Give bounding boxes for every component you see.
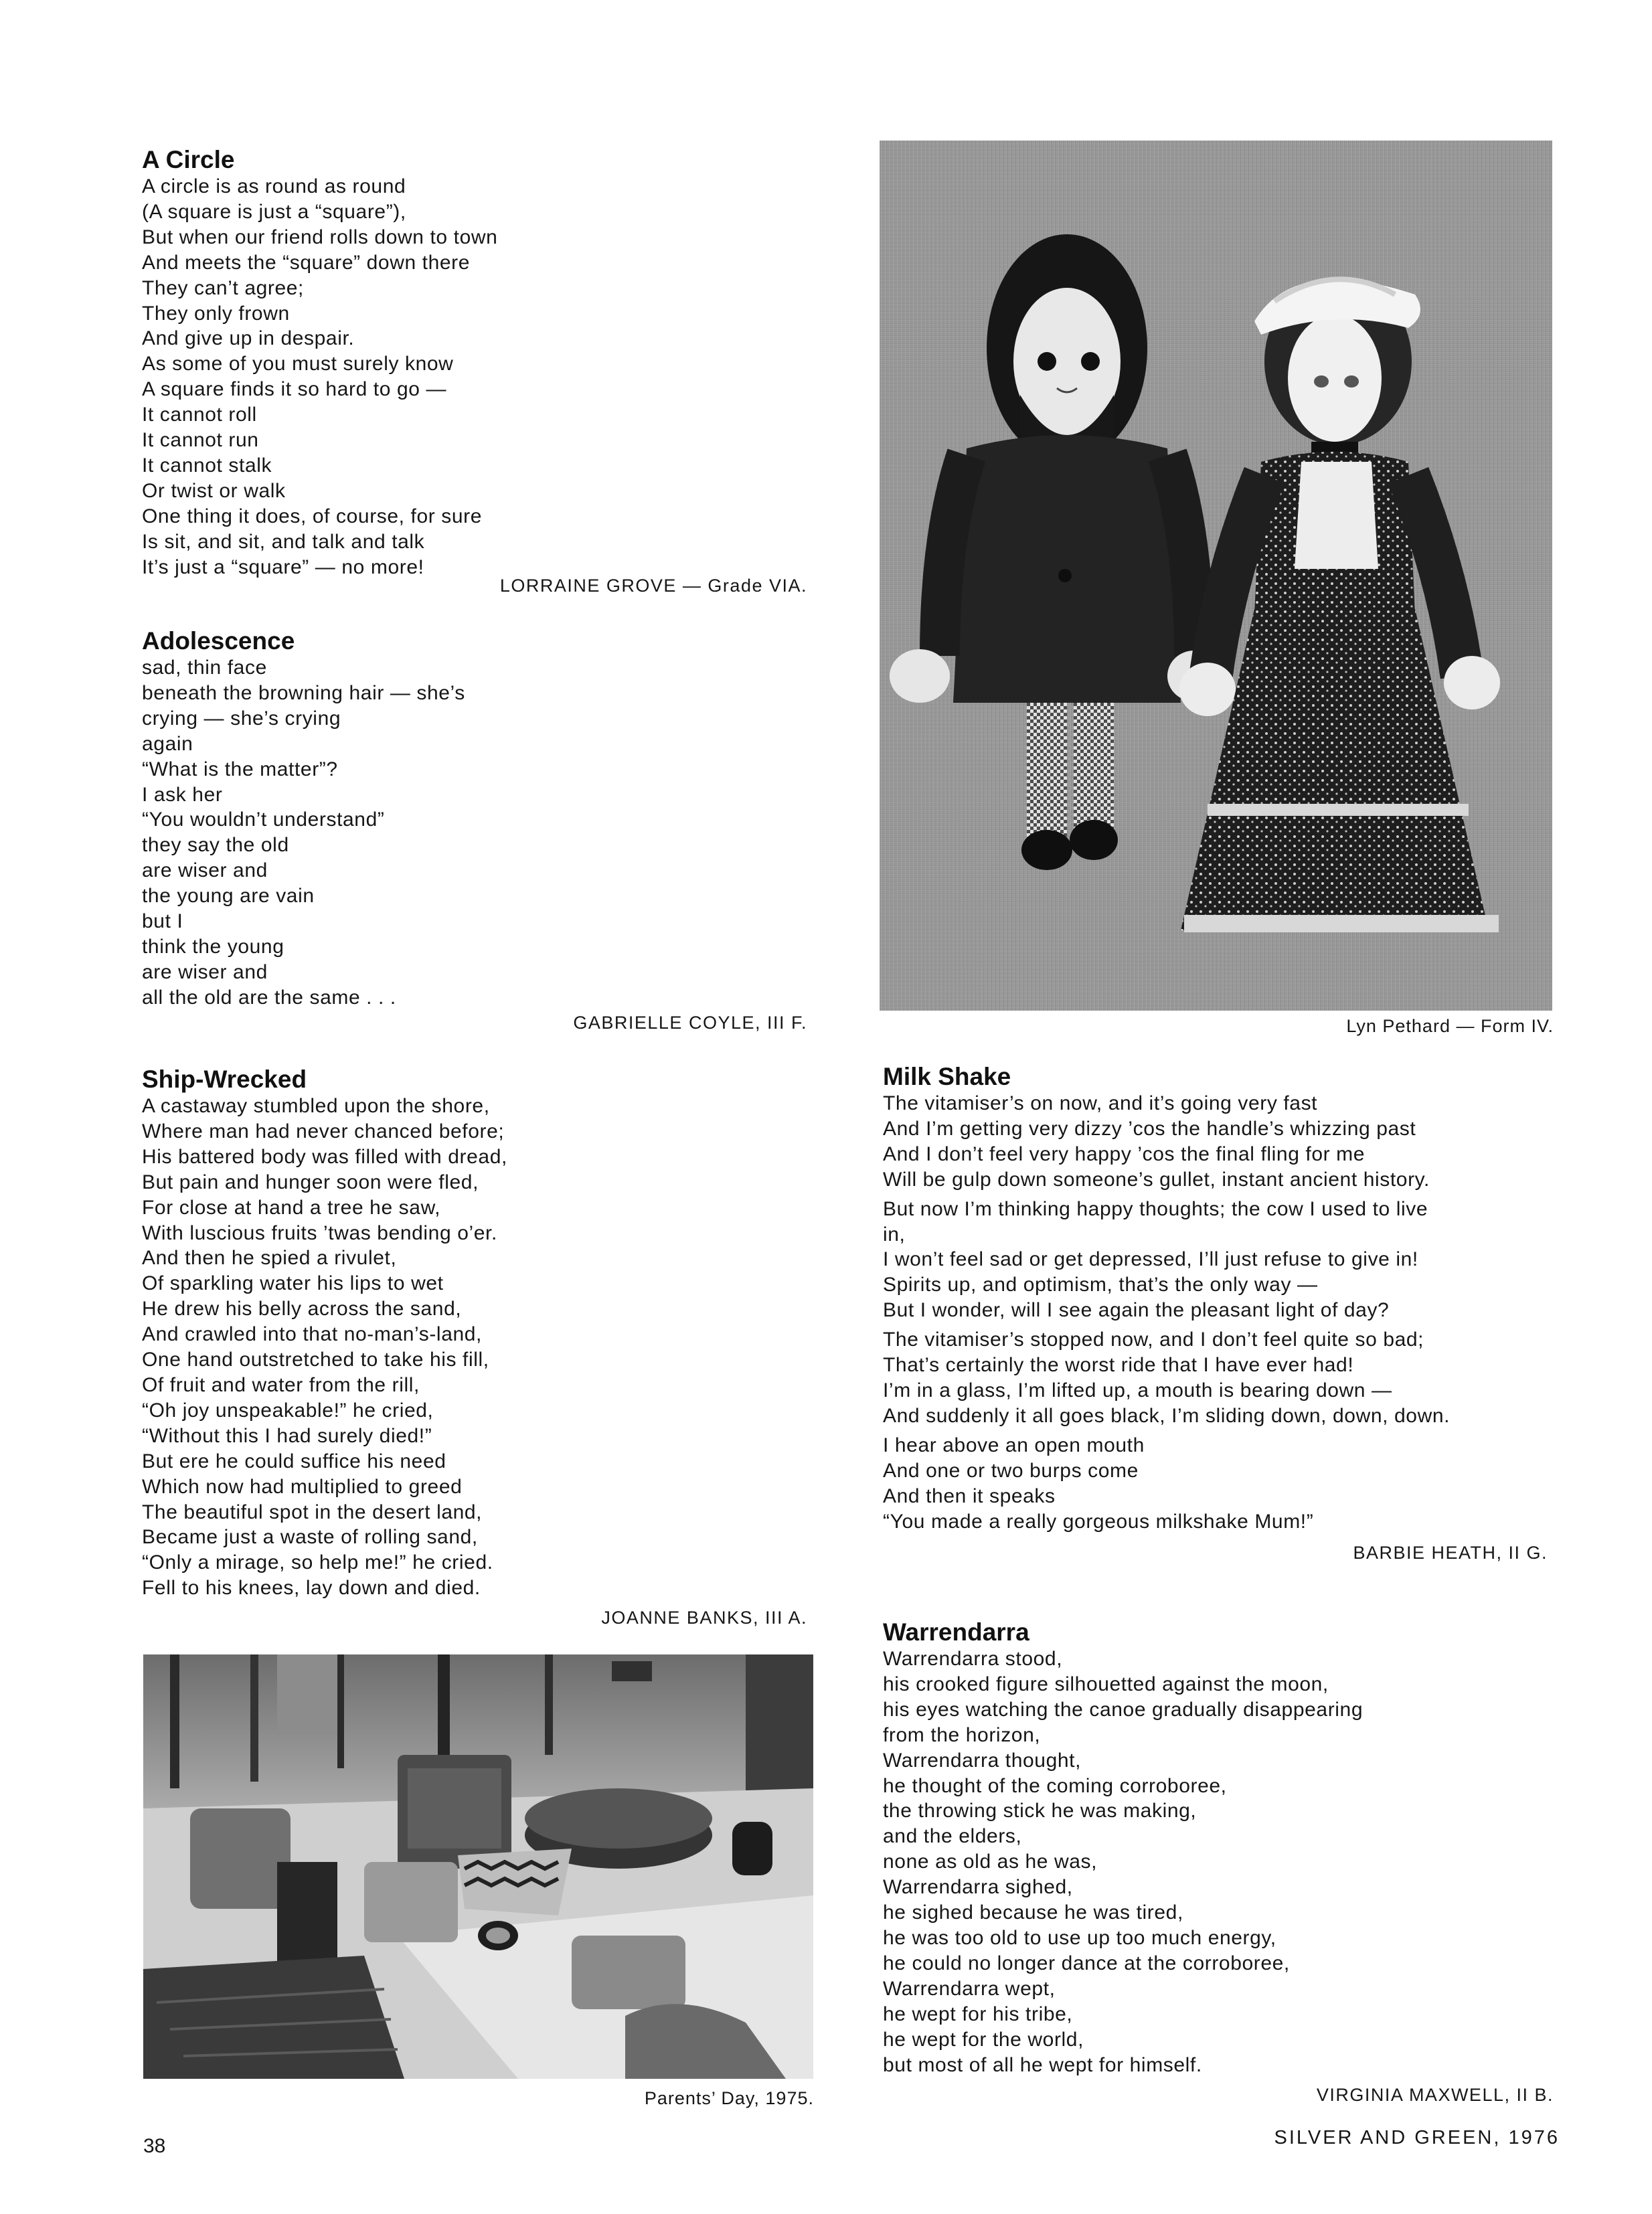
parents-day-photo-image <box>143 1654 813 2079</box>
poem-line: They only frown <box>142 302 290 325</box>
poem-body <box>142 174 497 580</box>
poem-line: sad, thin face <box>142 657 267 679</box>
poem-line: And suddenly it all goes black, I’m sliding down, down, down. <box>883 1404 1451 1427</box>
poem-milk-shake <box>883 1063 1450 1534</box>
poem-line: “Without this I had surely died!” <box>142 1424 432 1447</box>
poem-line: But when our friend rolls down to town <box>142 226 498 248</box>
poem-line: And then he spied a rivulet, <box>142 1247 397 1270</box>
poem-line: “You made a really gorgeous milkshake Mum!” <box>883 1510 1314 1533</box>
poem-line: he was too old to use up too much energy, <box>883 1926 1276 1949</box>
poem-line: but most of all he wept for himself. <box>883 2053 1202 2076</box>
poem-line: they say the old <box>142 834 289 857</box>
poem-line: As some of you must surely know <box>142 353 454 375</box>
poem-body <box>883 1091 1450 1534</box>
poem-line: “Only a mirage, so help me!” he cried. <box>142 1551 493 1574</box>
dolls-photo-image <box>880 141 1552 1011</box>
poem-line: But pain and hunger soon were fled, <box>142 1171 479 1193</box>
poem-line: It’s just a “square” — no more! <box>142 556 424 578</box>
poem-ship-wrecked <box>142 1066 507 1601</box>
poem-line: And I’m getting very dizzy ’cos the handle’s whizzing past <box>883 1117 1416 1140</box>
poem-line: Is sit, and sit, and talk and talk <box>142 530 425 553</box>
poem-line: But ere he could suffice his need <box>142 1450 446 1472</box>
poem-line: A circle is as round as round <box>142 175 406 197</box>
poem-line: A square finds it so hard to go — <box>142 378 447 401</box>
poem-line: And give up in despair. <box>142 327 355 350</box>
poem-line: A castaway stumbled upon the shore, <box>142 1095 490 1117</box>
poem-line: (A square is just a “square”), <box>142 200 406 223</box>
poem-line: One hand outstretched to take his fill, <box>142 1349 489 1371</box>
poem-line: The beautiful spot in the desert land, <box>142 1501 483 1523</box>
poem-line: again <box>142 732 193 755</box>
poem-line: Where man had never chanced before; <box>142 1120 505 1142</box>
poem-warrendarra <box>883 1618 1363 2077</box>
poem-line: are wiser and <box>142 960 268 983</box>
poem-line: Warrendarra stood, <box>883 1648 1063 1670</box>
poem-line: he could no longer dance at the corroboree, <box>883 1952 1290 1974</box>
poem-line: Of fruit and water from the rill, <box>142 1373 420 1396</box>
poem-line: They can’t agree; <box>142 276 304 299</box>
dolls-photo <box>880 141 1552 1011</box>
poem-line: Warrendarra sighed, <box>883 1876 1073 1899</box>
poem-line: Fell to his knees, lay down and died. <box>142 1577 481 1600</box>
poem-line: “You wouldn’t understand” <box>142 808 385 831</box>
poem-line: his eyes watching the canoe gradually disappearing <box>883 1698 1364 1721</box>
poem-line: It cannot stalk <box>142 454 272 477</box>
poem-line: he wept for his tribe, <box>883 2003 1073 2025</box>
poem-title: Warrendarra <box>883 1618 1029 1646</box>
poem-body <box>883 1646 1363 2077</box>
poem-line: his crooked figure silhouetted against the moon, <box>883 1673 1329 1695</box>
poem-line: crying — she’s crying <box>142 707 341 730</box>
poem-line: Warrendarra thought, <box>883 1749 1082 1772</box>
poem-line: the young are vain <box>142 885 315 908</box>
poem-line: and the elders, <box>883 1825 1022 1848</box>
publication-footer: SILVER AND GREEN, 1976 <box>1274 2127 1560 2148</box>
poem-a-circle <box>142 146 497 580</box>
photo-caption-parents-day: Parents’ Day, 1975. <box>644 2088 814 2108</box>
poem-body <box>142 1094 507 1601</box>
poem-line: The vitamiser’s stopped now, and I don’t feel quite so bad; <box>883 1329 1424 1351</box>
poem-line: Will be gulp down someone’s gullet, instant ancient history. <box>883 1168 1430 1191</box>
poem-line: And I don’t feel very happy ’cos the final fling for me <box>883 1142 1366 1165</box>
poem-line: For close at hand a tree he saw, <box>142 1196 441 1219</box>
poem-line: He drew his belly across the sand, <box>142 1298 462 1321</box>
poem-byline: LORRAINE GROVE — Grade VIA. <box>499 576 807 596</box>
poem-line: from the horizon, <box>883 1723 1041 1746</box>
poem-byline: BARBIE HEATH, II G. <box>1353 1543 1548 1563</box>
poem-line: And one or two burps come <box>883 1459 1139 1482</box>
poem-line: But now I’m thinking happy thoughts; the cow I used to live <box>883 1197 1428 1220</box>
poem-line: Spirits up, and optimism, that’s the only way — <box>883 1274 1318 1296</box>
poem-line: beneath the browning hair — she’s <box>142 681 465 704</box>
poem-line: With luscious fruits ’twas bending o’er. <box>142 1221 497 1244</box>
poem-line: And meets the “square” down there <box>142 251 471 274</box>
poem-line: One thing it does, of course, for sure <box>142 505 483 527</box>
poem-line: he wept for the world, <box>883 2028 1084 2051</box>
poem-line: I won’t feel sad or get depressed, I’ll just refuse to give in! <box>883 1248 1418 1271</box>
poem-line: but I <box>142 910 183 933</box>
poem-line: I ask her <box>142 783 223 806</box>
poem-line: I hear above an open mouth <box>883 1434 1145 1456</box>
poem-byline: JOANNE BANKS, III A. <box>601 1608 807 1628</box>
poem-line: he thought of the coming corroboree, <box>883 1774 1227 1797</box>
poem-line: And then it speaks <box>883 1484 1056 1507</box>
poem-line: in, <box>883 1223 906 1246</box>
poem-line: That’s certainly the worst ride that I have ever had! <box>883 1354 1354 1377</box>
poem-line: are wiser and <box>142 859 268 882</box>
poem-line: But I wonder, will I see again the pleasant light of day? <box>883 1299 1390 1322</box>
poem-body <box>142 655 465 1011</box>
poem-adolescence <box>142 627 465 1011</box>
poem-title: A Circle <box>142 146 235 173</box>
poem-byline: GABRIELLE COYLE, III F. <box>573 1013 807 1033</box>
poem-line: all the old are the same . . . <box>142 986 396 1009</box>
poem-line: Warrendarra wept, <box>883 1977 1056 2000</box>
poem-line: he sighed because he was tired, <box>883 1901 1183 1924</box>
poem-line: “Oh joy unspeakable!” he cried, <box>142 1399 434 1422</box>
poem-line: And crawled into that no-man’s-land, <box>142 1323 482 1346</box>
poem-line: The vitamiser’s on now, and it’s going very fast <box>883 1092 1318 1114</box>
poem-line: I’m in a glass, I’m lifted up, a mouth is bearing down — <box>883 1379 1392 1401</box>
poem-line: “What is the matter”? <box>142 758 338 780</box>
poem-byline: VIRGINIA MAXWELL, II B. <box>1316 2085 1554 2105</box>
poem-line: Or twist or walk <box>142 479 286 502</box>
poem-line: It cannot run <box>142 429 259 452</box>
poem-line: Which now had multiplied to greed <box>142 1475 463 1498</box>
poem-title: Adolescence <box>142 627 295 655</box>
page-number: 38 <box>143 2135 166 2157</box>
poem-title: Ship-Wrecked <box>142 1066 307 1093</box>
poem-title: Milk Shake <box>883 1063 1011 1090</box>
poem-line: none as old as he was, <box>883 1851 1098 1873</box>
poem-line: the throwing stick he was making, <box>883 1800 1197 1822</box>
poem-line: think the young <box>142 935 284 958</box>
poem-line: Of sparkling water his lips to wet <box>142 1272 444 1295</box>
photo-caption-dolls: Lyn Pethard — Form IV. <box>1346 1016 1554 1036</box>
poem-line: Became just a waste of rolling sand, <box>142 1526 478 1549</box>
parents-day-photo <box>143 1654 813 2079</box>
poem-line: It cannot roll <box>142 404 257 426</box>
poem-line: His battered body was filled with dread, <box>142 1145 507 1168</box>
